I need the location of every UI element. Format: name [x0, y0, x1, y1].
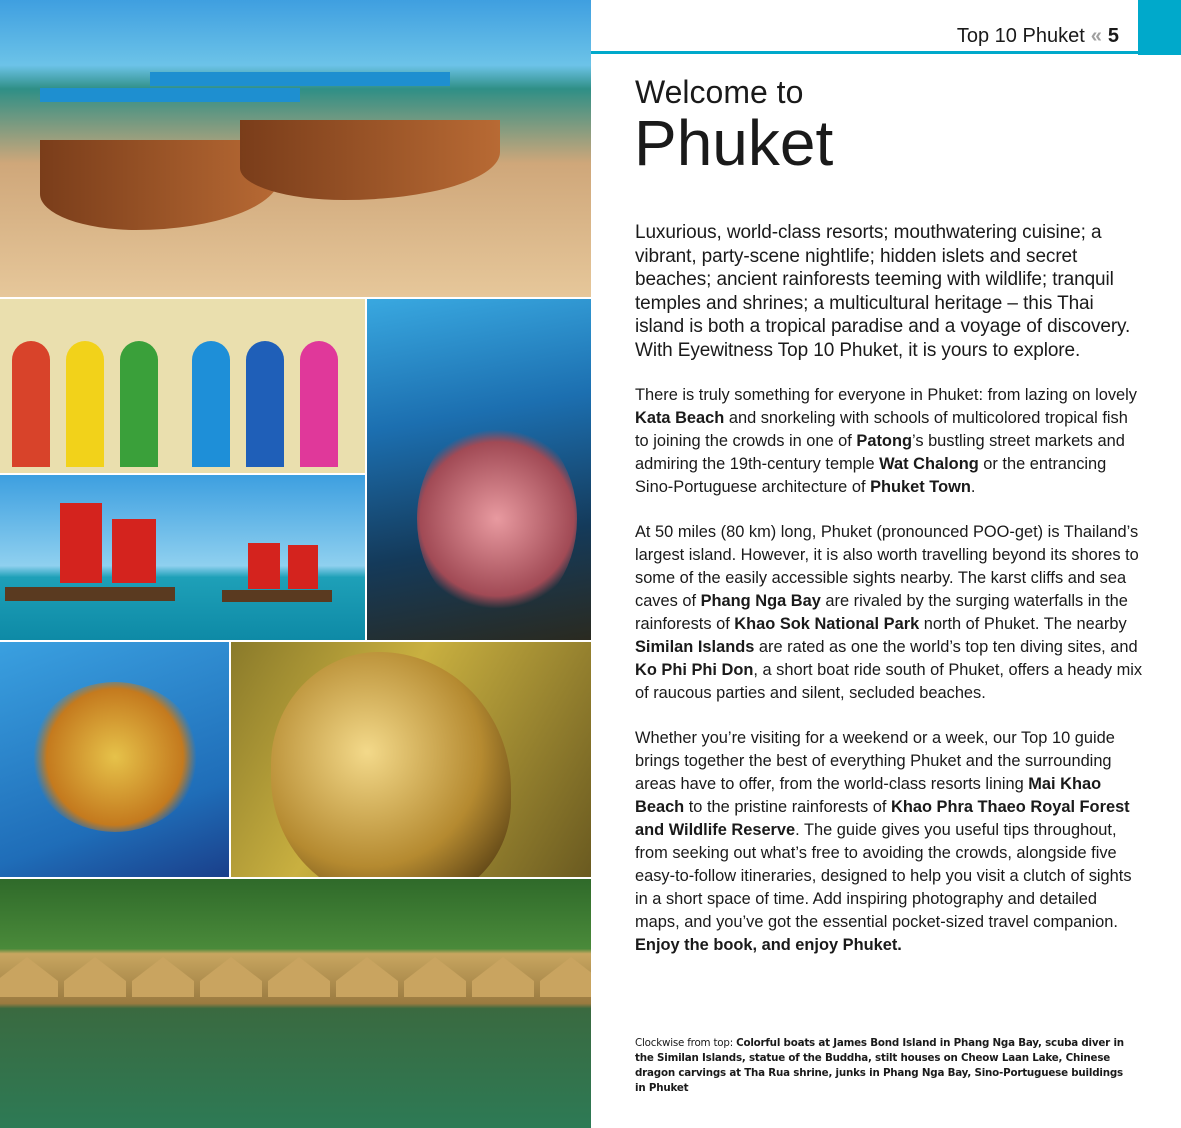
photo-stilt-houses — [0, 879, 591, 1128]
body-paragraph — [635, 384, 1145, 499]
stilt-house — [336, 957, 398, 997]
stilt-house — [64, 957, 126, 997]
text-segment: ’s bustling street markets and admiring the 19th-century temple — [635, 432, 1125, 473]
highlighted-place: Mai Khao Beach — [635, 775, 1102, 816]
body-paragraph — [635, 727, 1145, 957]
door — [66, 341, 104, 467]
text-segment: or the entrancing Sino-Portuguese architecture of — [635, 455, 1107, 496]
junk-hull — [5, 587, 175, 601]
stilt-house — [540, 957, 591, 997]
dragon — [30, 682, 200, 832]
junk-hull — [222, 590, 332, 602]
stilt-house — [200, 957, 262, 997]
door — [246, 341, 284, 467]
coral — [417, 419, 577, 619]
text-segment: are rated as one the world’s top ten diving sites, and — [754, 638, 1138, 656]
photo-dragon-carving — [0, 642, 229, 877]
photo-longtail-boats — [0, 0, 591, 297]
photo-junks — [0, 475, 365, 640]
page-number: 5 — [1107, 25, 1119, 47]
highlighted-place: Khao Sok National Park — [734, 615, 920, 633]
highlighted-place: Wat Chalong — [879, 455, 979, 473]
junk-sail — [60, 503, 102, 583]
photo-scuba-diver — [367, 299, 591, 640]
text-segment: At 50 miles (80 km) long, Phuket (pronounced POO-get) is Thailand’s largest island. However, it is also worth travelling beyond its shores to some of the easily accessible sights nearby. The karst cliffs and sea caves of — [635, 523, 1139, 610]
text-segment: north of Phuket. The nearby — [919, 615, 1127, 633]
text-segment: Whether you’re visiting for a weekend or a week, our Top 10 guide brings together the best of everything Phuket and the surrounding areas have to offer, from the world-class resorts lining — [635, 729, 1115, 793]
photo-caption — [635, 1036, 1135, 1096]
stilt-house — [0, 957, 58, 997]
header-tab — [1138, 0, 1181, 55]
door — [300, 341, 338, 467]
intro-paragraph: Luxurious, world-class resorts; mouthwatering cuisine; a vibrant, party-scene nightlife; hidden islets and secret beaches; ancient rainforests teeming with wildlife; tranquil temples and shrines; a multicultural heritage – this Thai island is both a tropical paradise and a voyage of discovery. With Eyewitness Top 10 Phuket, it is yours to explore. — [635, 222, 1131, 361]
text-segment: There is truly something for everyone in Phuket: from lazing on lovely — [635, 386, 1137, 404]
highlighted-place: Kata Beach — [635, 409, 725, 427]
door — [12, 341, 50, 467]
text-segment: are rivaled by the surging waterfalls in the rainforests of — [635, 592, 1128, 633]
running-head — [957, 25, 1119, 48]
buddha-face — [271, 652, 511, 877]
junk-sail — [288, 545, 318, 589]
junk-sail — [248, 543, 280, 589]
highlighted-place: Phuket Town — [870, 478, 971, 496]
caption-lead: Clockwise from top: — [635, 1037, 737, 1049]
highlighted-place: Similan Islands — [635, 638, 755, 656]
door — [120, 341, 158, 467]
highlighted-place: Ko Phi Phi Don — [635, 661, 754, 679]
header-rule — [591, 51, 1138, 54]
boat-canopy — [40, 88, 300, 102]
photo-buddha-statue — [231, 642, 591, 877]
stilt-house — [404, 957, 466, 997]
text-segment: and snorkeling with schools of multicolored tropical fish to joining the crowds in one of — [635, 409, 1128, 450]
highlighted-place: Patong — [856, 432, 912, 450]
junk-sail — [112, 519, 156, 583]
stilt-house — [472, 957, 534, 997]
highlighted-place: Khao Phra Thaeo Royal Forest and Wildlife Reserve — [635, 798, 1130, 839]
stilt-house — [132, 957, 194, 997]
chevron-left-icon: « — [1090, 25, 1102, 47]
body-paragraph — [635, 521, 1145, 705]
page-title: Phuket — [634, 107, 834, 179]
highlighted-place: Phang Nga Bay — [700, 592, 821, 610]
stilt-house — [268, 957, 330, 997]
text-segment: . — [970, 478, 976, 496]
running-title: Top 10 Phuket — [956, 25, 1085, 47]
boat-canopy — [150, 72, 450, 86]
text-segment: to the pristine rainforests of — [684, 798, 892, 816]
photo-sino-portuguese-buildings — [0, 299, 365, 473]
text-segment: . The guide gives you useful tips throughout, from seeking out what’s free to avoiding the crowds, alongside five easy-to-follow itineraries, designed to help you visit a clutch of sights in a short space of time. Add inspiring photography and detailed maps, and you’ve got the essential pocket-sized travel companion. — [635, 821, 1132, 931]
door — [192, 341, 230, 467]
highlighted-place: Enjoy the book, and enjoy Phuket. — [635, 936, 902, 954]
text-segment: , a short boat ride south of Phuket, offers a heady mix of raucous parties and silent, secluded beaches. — [635, 661, 1143, 702]
page-title-line1: Welcome to — [635, 74, 804, 110]
longtail-boat — [240, 120, 500, 200]
caption-text: Colorful boats at James Bond Island in Phang Nga Bay, scuba diver in the Similan Islands, statue of the Buddha, stilt houses on Cheow Laan Lake, Chinese dragon carvings at Tha Rua shrine, junks in Phang Nga Bay, Sino-Portuguese buildings in Phuket — [635, 1037, 1124, 1094]
